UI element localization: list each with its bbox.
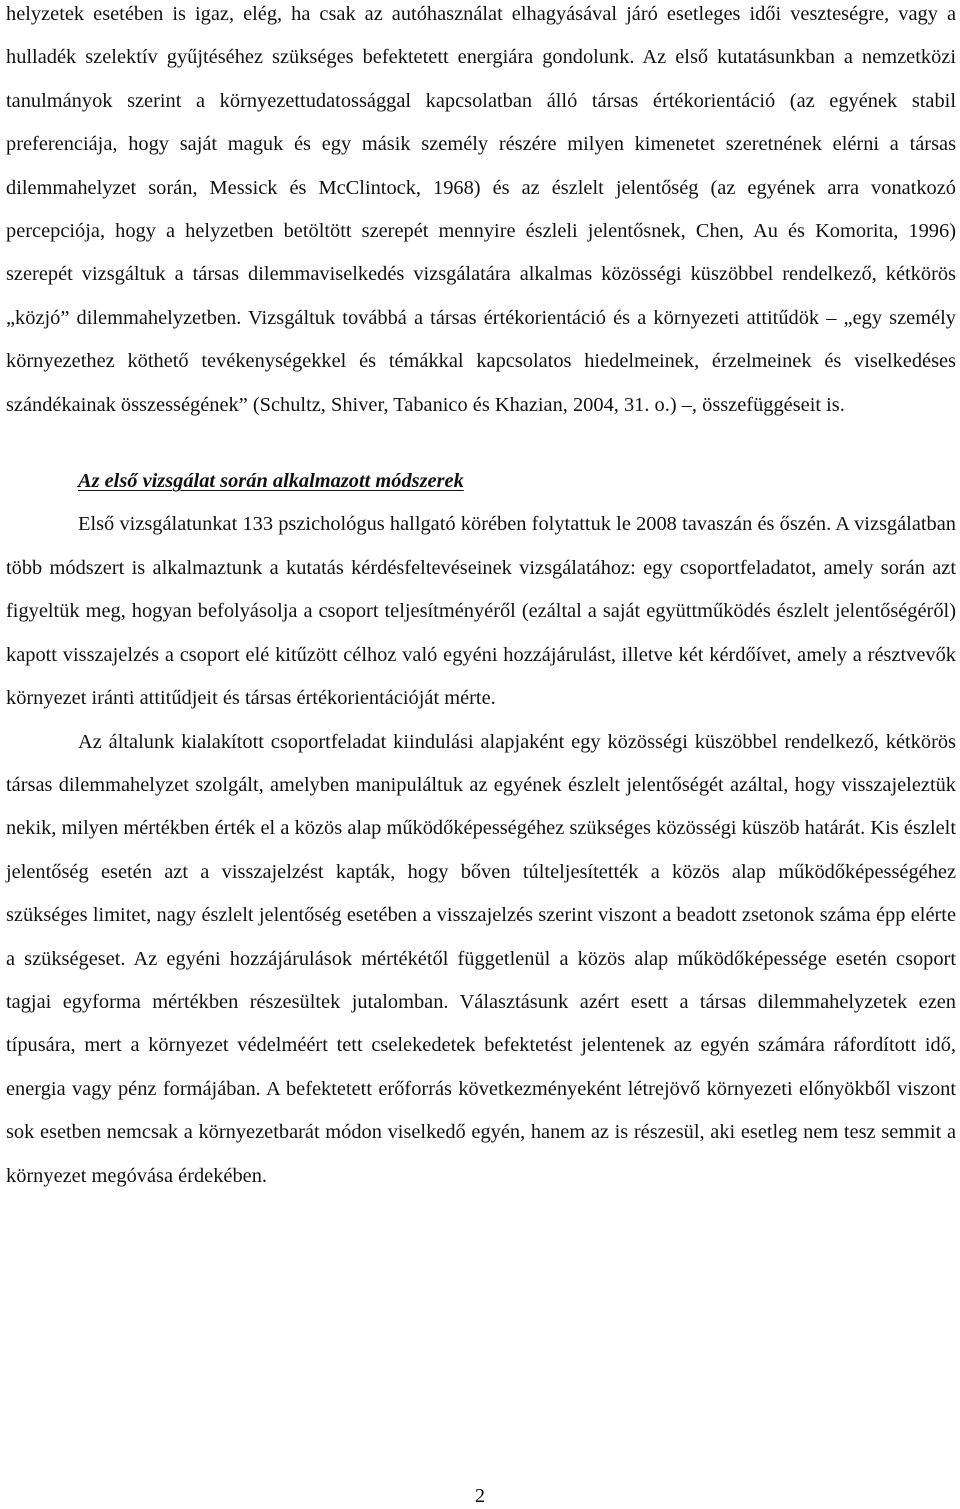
section-heading: Az első vizsgálat során alkalmazott módszerek xyxy=(78,470,464,493)
body-paragraph-intro: helyzetek esetében is igaz, elég, ha csak az autóhasználat elhagyásával járó esetleges idői veszteségre, vagy a hulladék szelektív gyűjtéséhez szükséges befektetett energiára gondolunk. Az első kutatásunkban a nemzetközi tanulmányok szerint a környezettudatossággal kapcsolatban álló társas értékorientáció (az egyének stabil preferenciája, hogy saját maguk és egy másik személy részére milyen kimenetet szeretnének elérni a társas dilemmahelyzet során, Messick és McClintock, 1968) és az észlelt jelentőség (az egyének arra vonatkozó percepciója, hogy a helyzetben betöltött szerepét mennyire észleli jelentősnek, Chen, Au és Komorita, 1996) szerepét vizsgáltuk a társas dilemmaviselkedés vizsgálatára alkalmas közösségi küszöbbel rendelkező, kétkörös „közjó” dilemmahelyzetben. Vizsgáltuk továbbá a társas értékorientáció és a környezeti attitűdök – „egy személy környezethez köthető tevékenységekkel és témákkal kapcsolatos hiedelmeinek, érzelmeinek és viselkedéses szándékainak összességének” (Schultz, Shiver, Tabanico és Khazian, 2004, 31. o.) –, összefüggéseit is. xyxy=(6,3,956,416)
body-paragraph-methods: Első vizsgálatunkat 133 pszichológus hallgató körében folytattuk le 2008 tavaszán és őszén. A vizsgálatban több módszert is alkalmaztunk a kutatás kérdésfeltevéseinek vizsgálatához: egy csoportfeladatot, amely során azt figyeltük meg, hogyan befolyásolja a csoport teljesítményéről (ezáltal a saját együttműködés észlelt jelentőségéről) kapott visszajelzés a csoport elé kitűzött célhoz való egyéni hozzájárulást, illetve két kérdőívet, amely a résztvevők környezet iránti attitűdjeit és társas értékorientációját mérte. xyxy=(6,513,956,710)
page-number: 2 xyxy=(474,1485,486,1507)
document-page xyxy=(6,0,956,1198)
body-paragraph-task: Az általunk kialakított csoportfeladat kiindulási alapjaként egy közösségi küszöbbel rendelkező, kétkörös társas dilemmahelyzet szolgált, amelyben manipuláltuk az egyének észlelt jelentőségét azáltal, hogy visszajeleztük nekik, milyen mértékben érték el a közös alap működőképességéhez szükséges közösségi küszöb határát. Kis észlelt jelentőség esetén azt a visszajelzést kapták, hogy bőven túlteljesítették a közös alap működőképességéhez szükséges limitet, nagy észlelt jelentőség esetében a visszajelzés szerint viszont a beadott zsetonok száma épp elérte a szükségeset. Az egyéni hozzájárulások mértékétől függetlenül a közös alap működőképessége esetén csoport tagjai egyforma mértékben részesültek jutalomban. Választásunk azért esett a társas dilemmahelyzetek ezen típusára, mert a környezet védelméért tett cselekedetek befektetést jelentenek az egyén számára ráfordított idő, energia vagy pénz formájában. A befektetett erőforrás következményeként létrejövő környezeti előnyökből viszont sok esetben nemcsak a környezetbarát módon viselkedő egyén, hanem az is részesül, aki esetleg nem tesz semmit a környezet megóvása érdekében. xyxy=(6,730,956,1187)
